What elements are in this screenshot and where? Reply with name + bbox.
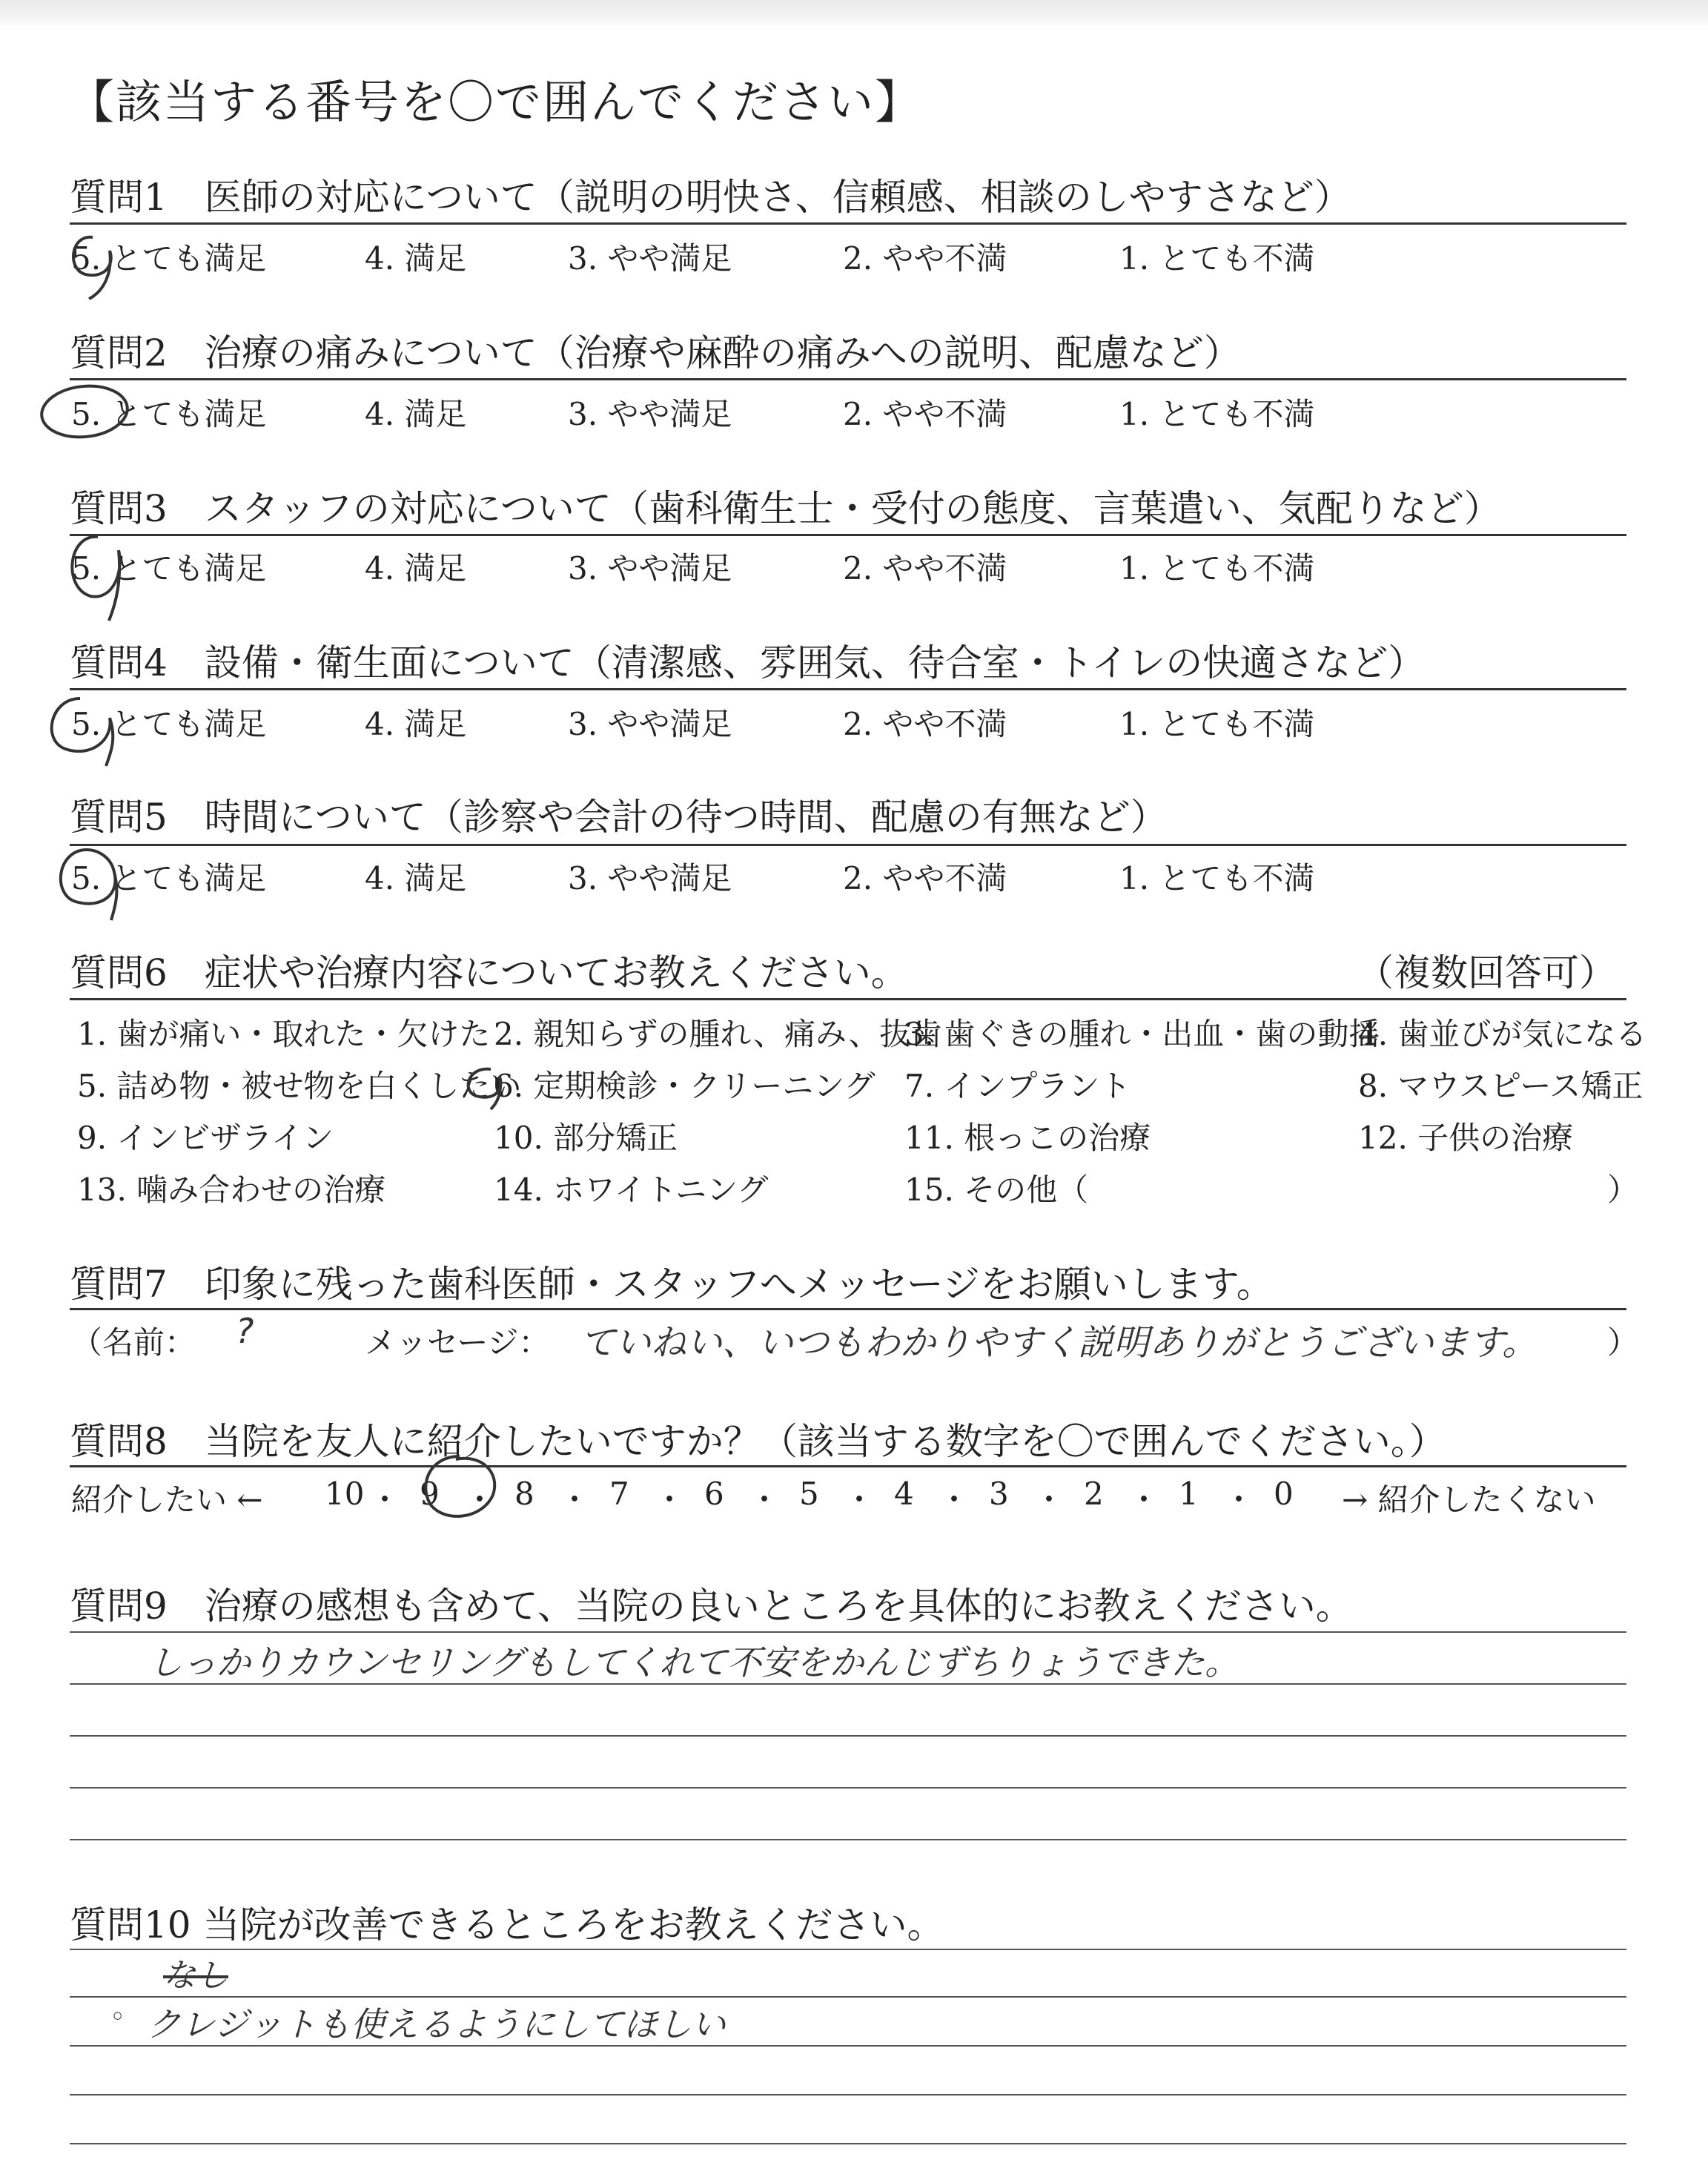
question-10-label: 質問10 当院が改善できるところをお教えください。 bbox=[70, 1903, 944, 1946]
question-7-rule bbox=[70, 1308, 1626, 1310]
q4-option-4[interactable]: 4. 満足 bbox=[365, 706, 467, 742]
q8-scale-separator: ・ bbox=[1223, 1482, 1255, 1518]
scan-edge bbox=[0, 0, 1708, 25]
question-4-rule bbox=[70, 688, 1626, 690]
q10-line-3 bbox=[70, 2045, 1626, 2047]
q10-line-5 bbox=[70, 2143, 1626, 2144]
q8-scale-separator: ・ bbox=[1128, 1482, 1160, 1518]
question-9-label: 質問9 治療の感想も含めて、当院の良いところを具体的にお教えください。 bbox=[70, 1585, 1353, 1628]
q10-line-4 bbox=[70, 2094, 1626, 2095]
q4-option-1[interactable]: 1. とても不満 bbox=[1119, 706, 1315, 742]
q4-option-2[interactable]: 2. やや不満 bbox=[843, 706, 1007, 742]
question-3-rule bbox=[70, 534, 1626, 536]
q1-option-1[interactable]: 1. とても不満 bbox=[1119, 240, 1315, 277]
q5-option-4[interactable]: 4. 満足 bbox=[365, 860, 467, 896]
q6-option-15[interactable]: 15. その他（ bbox=[904, 1172, 1089, 1208]
q1-option-4[interactable]: 4. 満足 bbox=[365, 240, 467, 277]
q6-option-13[interactable]: 13. 噛み合わせの治療 bbox=[77, 1172, 386, 1208]
q6-option-14[interactable]: 14. ホワイトニング bbox=[494, 1172, 769, 1208]
q9-line-1 bbox=[70, 1631, 1626, 1633]
q10-struck-answer: なし bbox=[163, 1957, 228, 1995]
q8-right-label: → 紹介したくない bbox=[1342, 1482, 1596, 1518]
q7-message-value[interactable]: ていねい、いつもわかりやすく説明ありがとうございます。 bbox=[580, 1322, 1538, 1364]
q2-option-4[interactable]: 4. 満足 bbox=[365, 396, 467, 432]
q6-option-11[interactable]: 11. 根っこの治療 bbox=[904, 1120, 1151, 1156]
q8-scale-separator: ・ bbox=[939, 1482, 970, 1518]
q6-option-2[interactable]: 2. 親知らずの腫れ、痛み、抜歯 bbox=[494, 1016, 942, 1052]
q8-scale-separator: ・ bbox=[559, 1482, 591, 1518]
q8-scale-3[interactable]: 3 bbox=[989, 1476, 1009, 1512]
question-2-label: 質問2 治療の痛みについて（治療や麻酔の痛みへの説明、配慮など） bbox=[70, 331, 1241, 374]
q9-line-4 bbox=[70, 1787, 1626, 1789]
question-5-rule bbox=[70, 844, 1626, 846]
q8-scale-4[interactable]: 4 bbox=[894, 1476, 914, 1512]
q9-answer[interactable]: しっかりカウンセリングもしてくれて不安をかんじずちりょうできた。 bbox=[148, 1642, 1239, 1682]
q2-option-1[interactable]: 1. とても不満 bbox=[1119, 396, 1315, 432]
question-8-label: 質問8 当院を友人に紹介したいですか？（該当する数字を〇で囲んでください。） bbox=[70, 1420, 1446, 1463]
question-3-label: 質問3 スタッフの対応について（歯科衛生士・受付の態度、言葉遣い、気配りなど） bbox=[70, 487, 1501, 530]
q6-option-6[interactable]: 6. 定期検診・クリーニング bbox=[494, 1068, 875, 1104]
q8-scale-6[interactable]: 6 bbox=[704, 1476, 724, 1512]
q10-line-1 bbox=[70, 1949, 1626, 1950]
q8-scale-5[interactable]: 5 bbox=[799, 1476, 819, 1512]
q6-option-5[interactable]: 5. 詰め物・被せ物を白くしたい bbox=[77, 1068, 522, 1104]
q1-option-3[interactable]: 3. やや満足 bbox=[568, 240, 732, 277]
q8-scale-separator: ・ bbox=[369, 1482, 401, 1518]
question-4-label: 質問4 設備・衛生面について（清潔感、雰囲気、待合室・トイレの快適さなど） bbox=[70, 641, 1426, 684]
q8-scale-10[interactable]: 10 bbox=[325, 1476, 365, 1512]
question-6-label: 質問6 症状や治療内容についてお教えください。 bbox=[70, 951, 908, 994]
q3-option-1[interactable]: 1. とても不満 bbox=[1119, 550, 1315, 587]
q5-option-5[interactable]: 5. とても満足 bbox=[71, 860, 267, 896]
q2-option-2[interactable]: 2. やや不満 bbox=[843, 396, 1007, 432]
q8-left-label: 紹介したい ← bbox=[71, 1482, 263, 1518]
q5-option-1[interactable]: 1. とても不満 bbox=[1119, 860, 1315, 896]
question-7-label: 質問7 印象に残った歯科医師・スタッフへメッセージをお願いします。 bbox=[70, 1263, 1274, 1306]
q6-option-4[interactable]: 4. 歯並びが気になる bbox=[1358, 1016, 1647, 1052]
q3-option-4[interactable]: 4. 満足 bbox=[365, 550, 467, 587]
q3-option-5[interactable]: 5. とても満足 bbox=[71, 550, 267, 587]
q9-line-5 bbox=[70, 1839, 1626, 1840]
q3-option-3[interactable]: 3. やや満足 bbox=[568, 550, 732, 587]
q8-scale-separator: ・ bbox=[844, 1482, 875, 1518]
q8-scale-8[interactable]: 8 bbox=[514, 1476, 534, 1512]
question-1-rule bbox=[70, 222, 1626, 225]
q8-scale-separator: ・ bbox=[464, 1482, 496, 1518]
question-5-label: 質問5 時間について（診察や会計の待つ時間、配慮の有無など） bbox=[70, 796, 1168, 839]
q5-option-3[interactable]: 3. やや満足 bbox=[568, 860, 732, 896]
q8-scale-separator: ・ bbox=[1033, 1482, 1065, 1518]
q6-option-3[interactable]: 3. 歯ぐきの腫れ・出血・歯の動揺 bbox=[904, 1016, 1380, 1052]
q3-option-2[interactable]: 2. やや不満 bbox=[843, 550, 1007, 587]
q2-option-3[interactable]: 3. やや満足 bbox=[568, 396, 732, 432]
q9-line-3 bbox=[70, 1735, 1626, 1737]
q4-option-3[interactable]: 3. やや満足 bbox=[568, 706, 732, 742]
q5-option-2[interactable]: 2. やや不満 bbox=[843, 860, 1007, 896]
q7-name-value[interactable]: ? bbox=[236, 1311, 254, 1351]
q1-option-2[interactable]: 2. やや不満 bbox=[843, 240, 1007, 277]
q1-option-5[interactable]: 5. とても満足 bbox=[71, 240, 267, 277]
q8-scale-0[interactable]: 0 bbox=[1274, 1476, 1294, 1512]
q8-scale-7[interactable]: 7 bbox=[609, 1476, 629, 1512]
q6-option-9[interactable]: 9. インビザライン bbox=[77, 1120, 334, 1156]
q2-option-5[interactable]: 5. とても満足 bbox=[71, 396, 267, 432]
q6-option-8[interactable]: 8. マウスピース矯正 bbox=[1358, 1068, 1644, 1104]
q8-scale-1[interactable]: 1 bbox=[1179, 1476, 1199, 1512]
q7-close: ） bbox=[1607, 1324, 1639, 1361]
q8-scale-separator: ・ bbox=[654, 1482, 686, 1518]
question-2-rule bbox=[70, 378, 1626, 380]
q6-option-12[interactable]: 12. 子供の治療 bbox=[1358, 1120, 1574, 1156]
q10-answer[interactable]: クレジットも使えるようにしてほしい bbox=[147, 2004, 726, 2044]
q6-option-7[interactable]: 7. インプラント bbox=[904, 1068, 1131, 1104]
q4-option-5[interactable]: 5. とても満足 bbox=[71, 706, 267, 742]
q9-line-2 bbox=[70, 1683, 1626, 1685]
question-6-note: （複数回答可） bbox=[1357, 951, 1616, 994]
q8-scale-9[interactable]: 9 bbox=[420, 1476, 440, 1512]
question-8-rule bbox=[70, 1465, 1626, 1467]
q10-bullet: ◦ bbox=[110, 2002, 126, 2032]
page-title: 【該当する番号を〇で囲んでください】 bbox=[68, 75, 923, 129]
q6-option-1[interactable]: 1. 歯が痛い・取れた・欠けた bbox=[77, 1016, 491, 1052]
question-1-label: 質問1 医師の対応について（説明の明快さ、信頼感、相談のしやすさなど） bbox=[70, 176, 1351, 219]
q7-message-label: メッセージ： bbox=[365, 1324, 550, 1361]
q8-scale-separator: ・ bbox=[749, 1482, 781, 1518]
q8-scale-2[interactable]: 2 bbox=[1084, 1476, 1104, 1512]
q6-option-10[interactable]: 10. 部分矯正 bbox=[494, 1120, 678, 1156]
q6-option-15-close: ） bbox=[1607, 1172, 1639, 1208]
question-6-rule bbox=[70, 998, 1626, 1000]
q7-name-label: （名前： bbox=[71, 1324, 196, 1361]
